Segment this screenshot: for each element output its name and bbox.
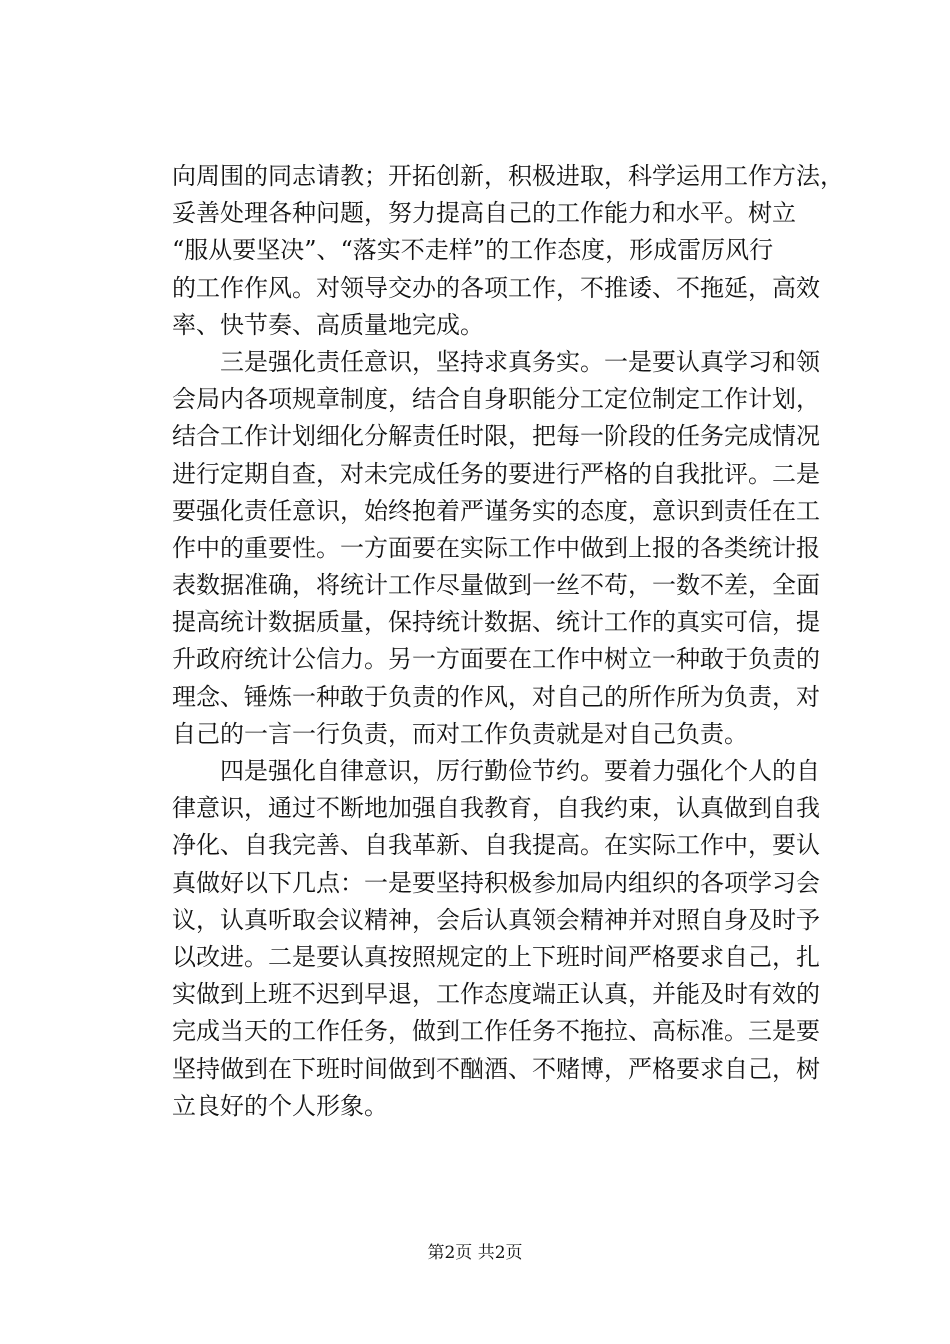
text-line: 妥善处理各种问题，努力提高自己的工作能力和水平。树立 xyxy=(172,199,796,228)
text-line: 表数据准确，将统计工作尽量做到一丝不苟，一数不差，全面 xyxy=(172,571,820,600)
text-line: 立良好的个人形象。 xyxy=(172,1091,388,1120)
text-line: 净化、自我完善、自我革新、自我提高。在实际工作中，要认 xyxy=(172,831,820,860)
text-line: 进行定期自查，对未完成任务的要进行严格的自我批评。二是 xyxy=(172,459,820,488)
paragraph-4-start: 四是强化自律意识，厉行勤俭节约。要着力强化个人的自 xyxy=(172,757,820,785)
text-line: 升政府统计公信力。另一方面要在工作中树立一种敢于负责的 xyxy=(172,645,820,674)
page-number-footer: 第2页 共2页 xyxy=(427,1243,523,1263)
text-line: 议，认真听取会议精神，会后认真领会精神并对照自身及时予 xyxy=(172,905,820,934)
text-line: 提高统计数据质量，保持统计数据、统计工作的真实可信，提 xyxy=(172,608,820,637)
text-line: 实做到上班不迟到早退，工作态度端正认真，并能及时有效的 xyxy=(172,980,820,1009)
text-line: 自己的一言一行负责，而对工作负责就是对自己负责。 xyxy=(172,719,748,748)
text-line: 率、快节奏、高质量地完成。 xyxy=(172,310,484,339)
text-line: 要强化责任意识，始终抱着严谨务实的态度，意识到责任在工 xyxy=(172,496,820,525)
text-line: 完成当天的工作任务，做到工作任务不拖拉、高标准。三是要 xyxy=(172,1017,820,1046)
text-line: 律意识，通过不断地加强自我教育，自我约束，认真做到自我 xyxy=(172,794,820,823)
text-line: 向周围的同志请教；开拓创新，积极进取，科学运用工作方法， xyxy=(172,162,844,190)
text-line: “服从要坚决”、“落实不走样”的工作态度，形成雷厉风行 xyxy=(172,236,774,265)
text-line: 理念、锤炼一种敢于负责的作风，对自己的所作所为负责，对 xyxy=(172,682,820,711)
text-line: 真做好以下几点：一是要坚持积极参加局内组织的各项学习会 xyxy=(172,868,820,897)
document-body xyxy=(172,158,844,1125)
text-line: 会局内各项规章制度，结合自身职能分工定位制定工作计划， xyxy=(172,385,820,414)
text-line: 结合工作计划细化分解责任时限，把每一阶段的任务完成情况 xyxy=(172,422,820,451)
text-line: 作中的重要性。一方面要在实际工作中做到上报的各类统计报 xyxy=(172,533,820,562)
text-line: 坚持做到在下班时间做到不酗酒、不赌博，严格要求自己，树 xyxy=(172,1054,820,1083)
text-line: 的工作作风。对领导交办的各项工作，不推诿、不拖延，高效 xyxy=(172,273,820,302)
paragraph-3-start: 三是强化责任意识，坚持求真务实。一是要认真学习和领 xyxy=(172,347,820,376)
text-line: 以改进。二是要认真按照规定的上下班时间严格要求自己，扎 xyxy=(172,942,820,971)
